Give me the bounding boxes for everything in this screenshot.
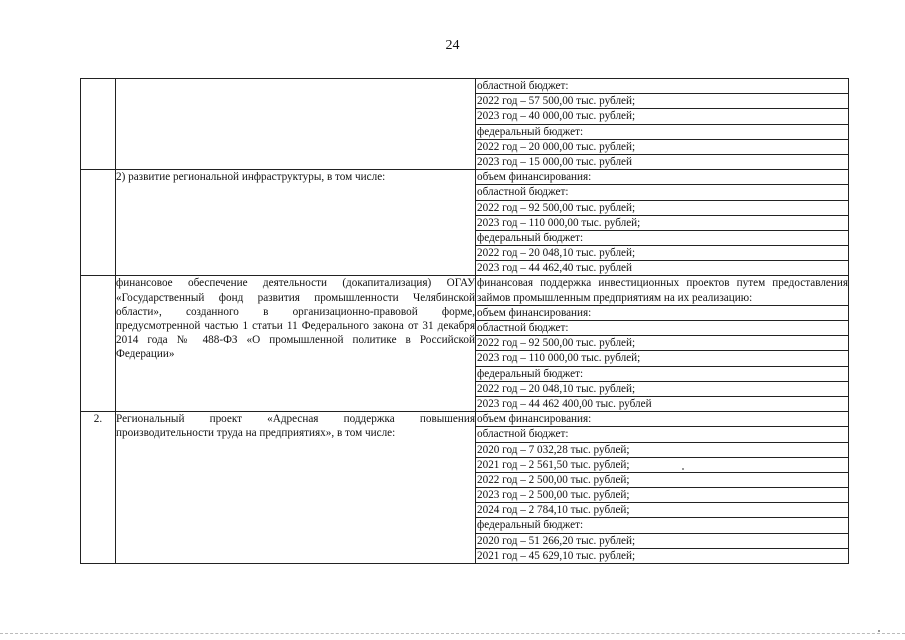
row-description: Региональный проект «Адресная поддержка повышения производительности труда на предприятиях», в том числе: xyxy=(116,412,476,564)
financing-line: областной бюджет: xyxy=(476,320,848,335)
financing-line: 2023 год – 44 462 400,00 тыс. рублей xyxy=(476,396,848,411)
financing-line: областной бюджет: xyxy=(477,80,569,92)
financing-line: 2020 год – 51 266,20 тыс. рублей; xyxy=(476,533,848,548)
financing-line: 2022 год – 20 048,10 тыс. рублей; xyxy=(476,245,848,260)
table-row xyxy=(81,79,849,170)
financing-line: федеральный бюджет: xyxy=(476,124,848,139)
financing-line: 2023 год – 110 000,00 тыс. рублей; xyxy=(476,350,848,365)
financing-line: федеральный бюджет: xyxy=(476,517,848,532)
financing-line: 2023 год – 40 000,00 тыс. рублей; xyxy=(476,108,848,123)
financing-line: 2022 год – 57 500,00 тыс. рублей; xyxy=(476,93,848,108)
row-financing xyxy=(476,79,849,170)
financing-line: областной бюджет: xyxy=(476,426,848,441)
financing-line: федеральный бюджет: xyxy=(476,366,848,381)
row-number xyxy=(81,79,116,170)
financing-line: 2023 год – 110 000,00 тыс. рублей; xyxy=(476,215,848,230)
financing-line: 2022 год – 92 500,00 тыс. рублей; xyxy=(476,200,848,215)
row-description: финансовое обеспечение деятельности (докапитализация) ОГАУ «Государственный фонд развития промышленности Челябинской области», созданного в организационно-правовой форме, предусмотренной частью 1 статьи 11 Федерального закона от 31 декабря 2014 года № 488-ФЗ «О промышленной политике в Российской Федерации» xyxy=(116,276,476,412)
row-number xyxy=(81,276,116,412)
financing-line: 2022 год – 92 500,00 тыс. рублей; xyxy=(476,335,848,350)
financing-line: объем финансирования: xyxy=(477,413,592,426)
financing-intro: финансовая поддержка инвестиционных проектов путем предоставления займов промышленным предприятиям на их реализацию: xyxy=(477,277,848,304)
financing-line: объем финансирования: xyxy=(476,305,848,320)
financing-line: 2021 год – 45 629,10 тыс. рублей; xyxy=(476,548,848,563)
financing-line: областной бюджет: xyxy=(476,184,848,199)
page-number: 24 xyxy=(445,38,460,53)
financing-line: 2022 год – 2 500,00 тыс. рублей; xyxy=(476,472,848,487)
row-description: 2) развитие региональной инфраструктуры, в том числе: xyxy=(116,170,476,276)
scan-edge xyxy=(0,633,905,635)
program-table xyxy=(80,78,849,564)
table-row xyxy=(81,276,849,412)
financing-line: 2023 год – 44 462,40 тыс. рублей xyxy=(476,260,848,275)
row-description xyxy=(116,79,476,170)
scan-speck xyxy=(878,630,880,632)
financing-line: 2022 год – 20 048,10 тыс. рублей; xyxy=(476,381,848,396)
table-row xyxy=(81,170,849,276)
row-number: 2. xyxy=(81,412,116,564)
row-financing xyxy=(476,412,849,564)
financing-line: 2023 год – 15 000,00 тыс. рублей xyxy=(476,154,848,169)
financing-line: 2022 год – 20 000,00 тыс. рублей; xyxy=(476,139,848,154)
row-number xyxy=(81,170,116,276)
table-row xyxy=(81,412,849,564)
financing-line: федеральный бюджет: xyxy=(476,230,848,245)
financing-line: 2020 год – 7 032,28 тыс. рублей; xyxy=(476,442,848,457)
row-financing xyxy=(476,170,849,276)
scan-speck xyxy=(682,468,684,470)
financing-line: 2023 год – 2 500,00 тыс. рублей; xyxy=(476,487,848,502)
financing-line: объем финансирования: xyxy=(477,171,592,184)
row-financing xyxy=(476,276,849,412)
financing-line: 2021 год – 2 561,50 тыс. рублей; xyxy=(476,457,848,472)
financing-line: 2024 год – 2 784,10 тыс. рублей; xyxy=(476,502,848,517)
